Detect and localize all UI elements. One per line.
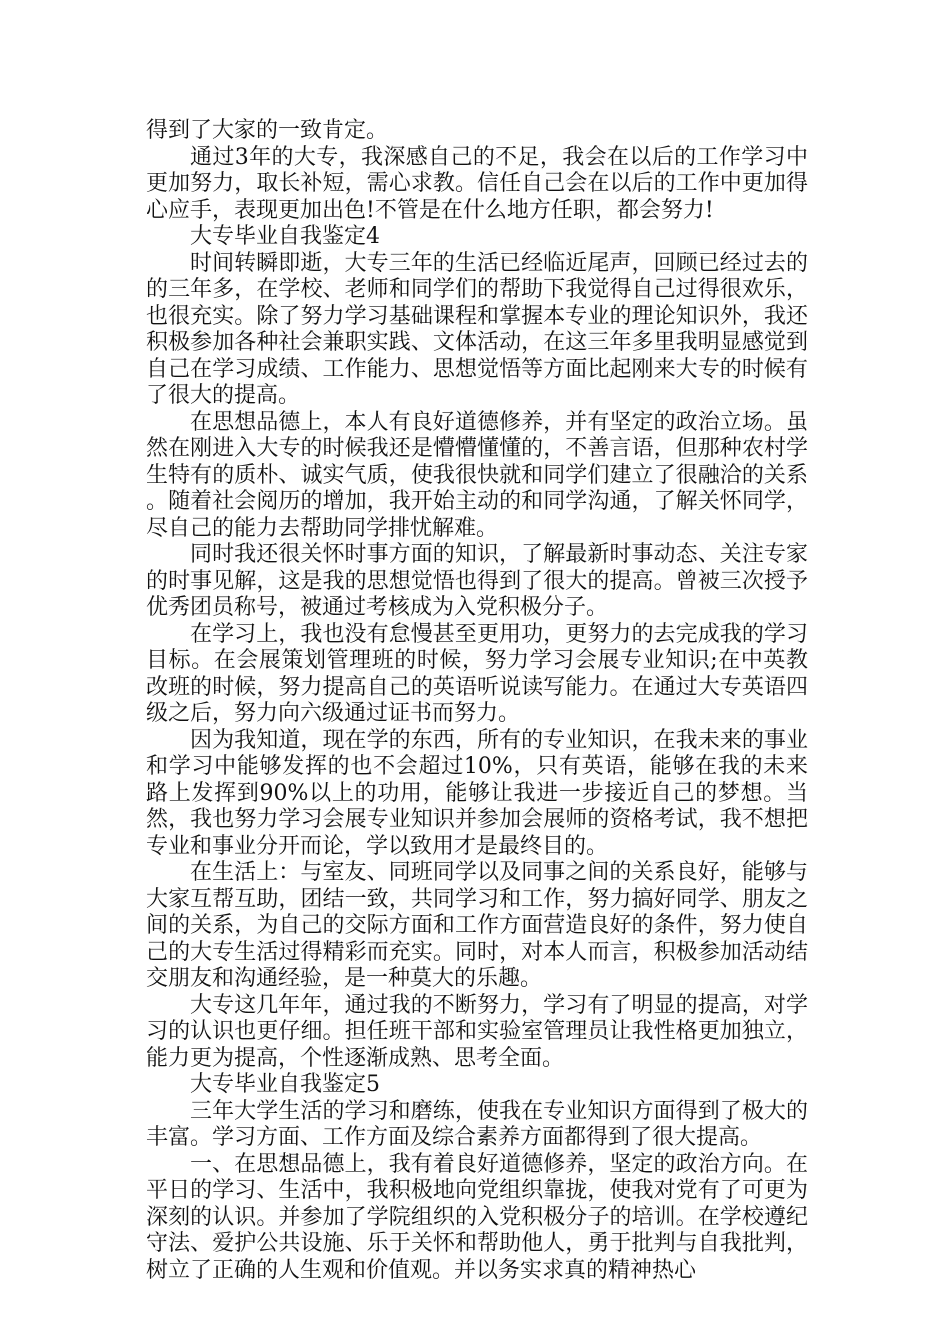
paragraph: 大专这几年年，通过我的不断努力，学习有了明显的提高，对学习的认识也更仔细。担任班干部和实验室管理员让我性格更加独立，能力更为提高，个性逐渐成熟、思考全面。 — [146, 992, 808, 1071]
paragraph: 通过3年的大专，我深感自己的不足，我会在以后的工作学习中更加努力，取长补短，需心求教。信任自己会在以后的工作中更加得心应手，表现更加出色!不管是在什么地方任职，都会努力! — [146, 144, 808, 223]
paragraph: 时间转瞬即逝，大专三年的生活已经临近尾声，回顾已经过去的的三年多，在学校、老师和同学们的帮助下我觉得自己过得很欢乐，也很充实。除了努力学习基础课程和掌握本专业的理论知识外，我还积极参加各种社会兼职实践、文体活动，在这三年多里我明显感觉到自己在学习成绩、工作能力、思想觉悟等方面比起刚来大专的时候有了很大的提高。 — [146, 250, 808, 408]
paragraph: 在生活上：与室友、同班同学以及同事之间的关系良好，能够与大家互帮互助，团结一致，共同学习和工作，努力搞好同学、朋友之间的关系，为自己的交际方面和工作方面营造良好的条件，努力使自己的大专生活过得精彩而充实。同时，对本人而言，积极参加活动结交朋友和沟通经验，是一种莫大的乐趣。 — [146, 860, 808, 991]
paragraph: 因为我知道，现在学的东西，所有的专业知识，在我未来的事业和学习中能够发挥的也不会超过10%，只有英语，能够在我的未来路上发挥到90%以上的功用，能够让我进一步接近自己的梦想。当然，我也努力学习会展专业知识并参加会展师的资格考试，我不想把专业和事业分开而论，学以致用才是最终目的。 — [146, 727, 808, 859]
paragraph: 得到了大家的一致肯定。 — [146, 118, 389, 143]
paragraph: 同时我还很关怀时事方面的知识，了解最新时事动态、关注专家的时事见解，这是我的思想觉悟也得到了很大的提高。曾被三次授予优秀团员称号，被通过考核成为入党积极分子。 — [146, 542, 808, 620]
document-page — [146, 118, 808, 1284]
paragraph: 一、在思想品德上，我有着良好道德修养，坚定的政治方向。在平日的学习、生活中，我积极地向党组织靠拢，使我对党有了可更为深刻的认识。并参加了学院组织的入党积极分子的培训。在学校遵纪守法、爱护公共设施、乐于关怀和帮助他人，勇于批判与自我批判，树立了正确的人生观和价值观。并以务实求真的精神热心 — [146, 1151, 808, 1283]
section-heading: 大专毕业自我鉴定5 — [190, 1072, 380, 1097]
paragraph: 在思想品德上，本人有良好道德修养，并有坚定的政治立场。虽然在刚进入大专的时候我还是懵懵懂懂的，不善言语，但那种农村学生特有的质朴、诚实气质，使我很快就和同学们建立了很融洽的关系。随着社会阅历的增加，我开始主动的和同学沟通，了解关怀同学，尽自己的能力去帮助同学排忧解难。 — [146, 409, 808, 541]
paragraph: 在学习上，我也没有怠慢甚至更用功，更努力的去完成我的学习目标。在会展策划管理班的时候，努力学习会展专业知识;在中英教改班的时候，努力提高自己的英语听说读写能力。在通过大专英语四级之后，努力向六级通过证书而努力。 — [146, 621, 808, 726]
paragraph: 三年大学生活的学习和磨练，使我在专业知识方面得到了极大的丰富。学习方面、工作方面及综合素养方面都得到了很大提高。 — [146, 1098, 808, 1150]
section-heading: 大专毕业自我鉴定4 — [190, 224, 380, 249]
